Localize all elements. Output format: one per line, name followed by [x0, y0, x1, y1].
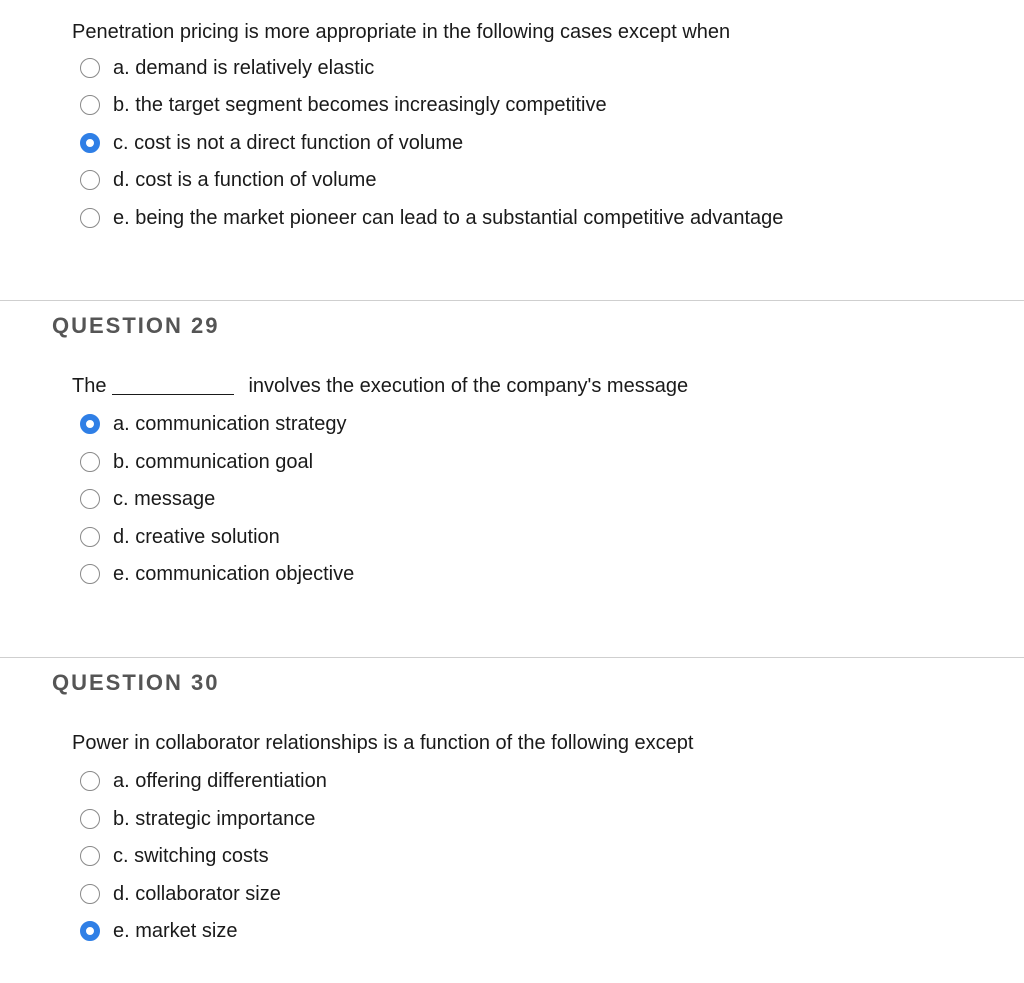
- question-30-heading: QUESTION 30: [52, 670, 220, 695]
- q28-option-b[interactable]: [80, 91, 607, 119]
- question-divider: [0, 300, 1024, 301]
- option-label: d. cost is a function of volume: [113, 169, 377, 191]
- prompt-before-blank: The: [72, 375, 107, 397]
- option-label: b. strategic importance: [113, 808, 316, 830]
- option-label: c. message: [113, 488, 216, 510]
- option-label: c. switching costs: [113, 845, 269, 867]
- radio-button[interactable]: [80, 809, 100, 829]
- q28-option-d[interactable]: [80, 166, 376, 194]
- radio-button-selected[interactable]: [80, 921, 100, 941]
- radio-button[interactable]: [80, 170, 100, 190]
- q30-option-d[interactable]: [80, 880, 281, 908]
- q30-option-c[interactable]: [80, 842, 269, 870]
- option-label: e. being the market pioneer can lead to a substantial competitive advantage: [113, 207, 784, 229]
- q28-option-c[interactable]: [80, 129, 463, 157]
- fill-in-blank: [112, 393, 234, 395]
- question-divider: [0, 657, 1024, 658]
- radio-button-selected[interactable]: [80, 414, 100, 434]
- radio-button[interactable]: [80, 208, 100, 228]
- option-label: b. communication goal: [113, 451, 314, 473]
- option-label: b. the target segment becomes increasingly competitive: [113, 94, 607, 116]
- prompt-after-blank: involves the execution of the company's message: [248, 375, 689, 397]
- q29-option-d[interactable]: [80, 523, 280, 551]
- radio-button[interactable]: [80, 58, 100, 78]
- q29-option-c[interactable]: [80, 485, 215, 513]
- radio-button-selected[interactable]: [80, 133, 100, 153]
- radio-button[interactable]: [80, 771, 100, 791]
- option-label: e. market size: [113, 920, 238, 942]
- question-28-prompt: Penetration pricing is more appropriate in the following cases except when: [72, 21, 731, 43]
- q30-option-e[interactable]: [80, 917, 237, 945]
- option-label: d. collaborator size: [113, 883, 281, 905]
- question-29-prompt: [72, 374, 688, 398]
- question-30-prompt: Power in collaborator relationships is a function of the following except: [72, 732, 694, 754]
- question-29-heading: QUESTION 29: [52, 313, 220, 338]
- radio-button[interactable]: [80, 489, 100, 509]
- option-label: c. cost is not a direct function of volume: [113, 132, 464, 154]
- radio-button[interactable]: [80, 846, 100, 866]
- q30-option-b[interactable]: [80, 805, 315, 833]
- option-label: a. demand is relatively elastic: [113, 57, 375, 79]
- radio-button[interactable]: [80, 527, 100, 547]
- option-label: a. offering differentiation: [113, 770, 327, 792]
- q28-option-a[interactable]: [80, 54, 374, 82]
- q29-option-b[interactable]: [80, 448, 313, 476]
- option-label: e. communication objective: [113, 563, 355, 585]
- q30-option-a[interactable]: [80, 767, 327, 795]
- q29-option-a[interactable]: [80, 410, 346, 438]
- radio-button[interactable]: [80, 884, 100, 904]
- radio-button[interactable]: [80, 452, 100, 472]
- q28-option-e[interactable]: [80, 204, 783, 232]
- radio-button[interactable]: [80, 564, 100, 584]
- radio-button[interactable]: [80, 95, 100, 115]
- q29-option-e[interactable]: [80, 560, 354, 588]
- option-label: a. communication strategy: [113, 413, 347, 435]
- option-label: d. creative solution: [113, 526, 280, 548]
